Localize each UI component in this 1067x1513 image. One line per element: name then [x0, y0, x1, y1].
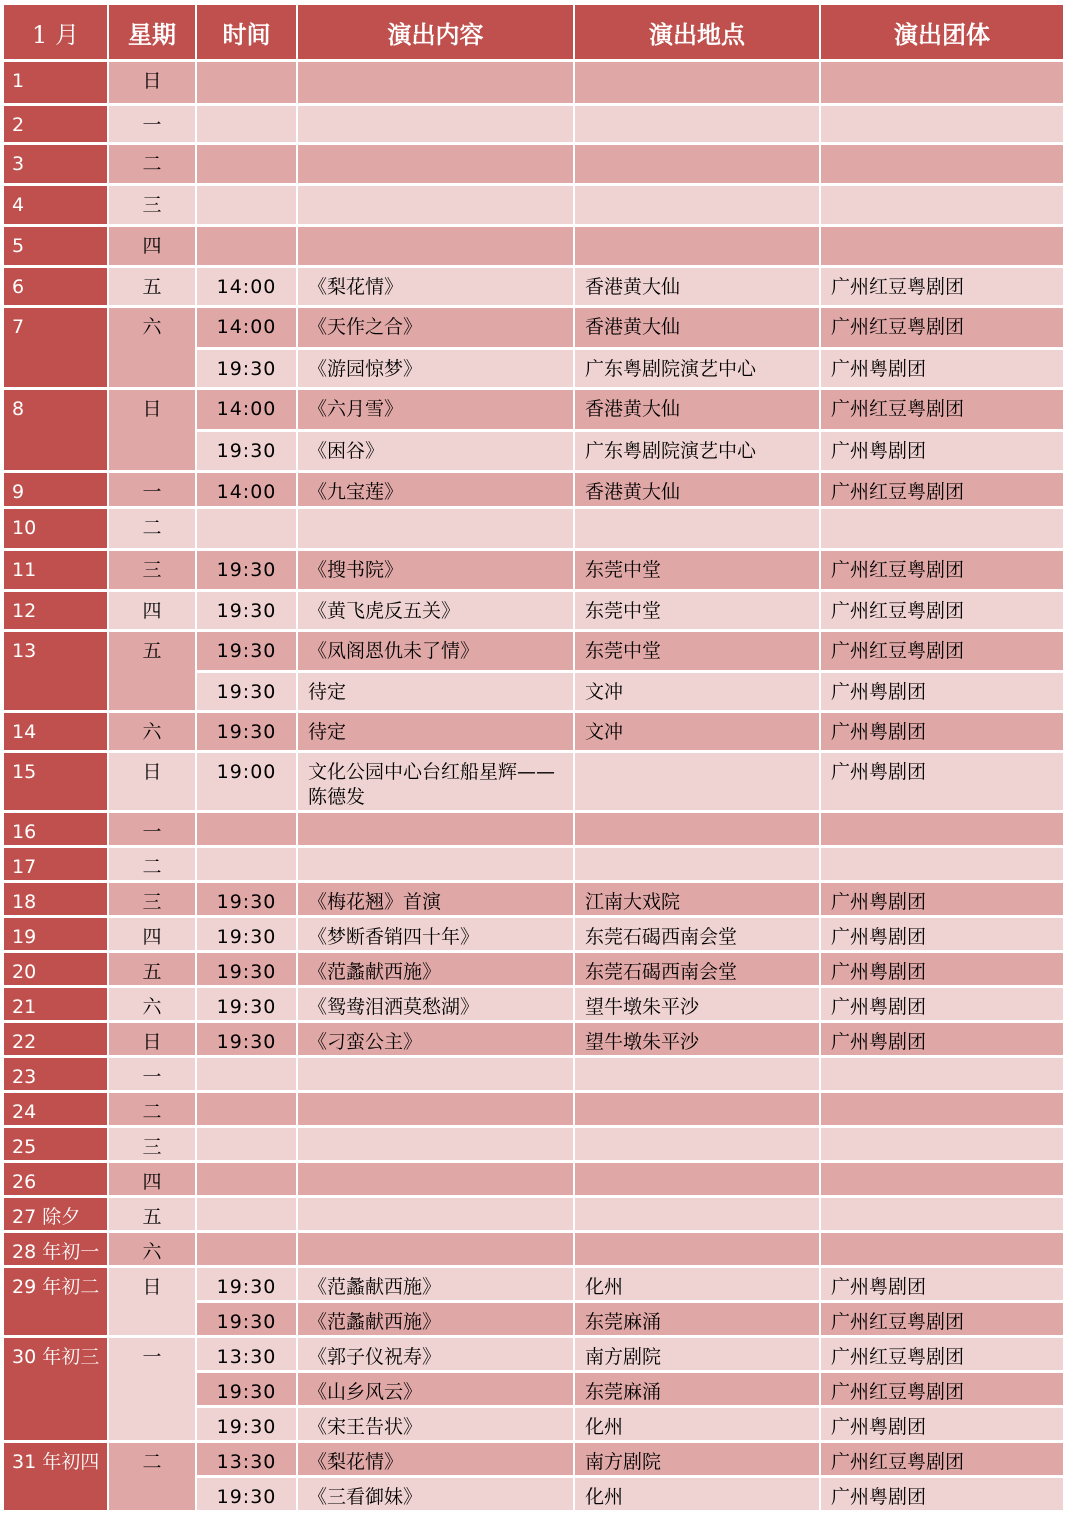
table-row — [4, 712, 1064, 752]
venue-cell: 化州 — [574, 1407, 820, 1442]
day-cell: 29 年初二 — [4, 1267, 108, 1337]
venue-cell — [574, 1232, 820, 1267]
content-cell — [297, 847, 574, 882]
content-cell — [297, 1127, 574, 1162]
day-cell: 18 — [4, 882, 108, 917]
table-header-row — [4, 5, 1064, 61]
time-cell: 19:30 — [196, 882, 297, 917]
day-cell: 22 — [4, 1022, 108, 1057]
day-cell: 16 — [4, 812, 108, 847]
time-cell: 14:00 — [196, 472, 297, 508]
day-cell: 28 年初一 — [4, 1232, 108, 1267]
venue-cell: 文冲 — [574, 712, 820, 752]
venue-cell — [574, 812, 820, 847]
content-cell: 文化公园中心台红船星辉——陈德发 — [297, 752, 574, 812]
time-cell — [196, 144, 297, 185]
weekday-cell: 日 — [108, 1022, 196, 1057]
content-cell: 待定 — [297, 672, 574, 712]
weekday-cell: 二 — [108, 847, 196, 882]
table-row — [4, 882, 1064, 917]
weekday-cell: 日 — [108, 752, 196, 812]
weekday-cell: 二 — [108, 1442, 196, 1512]
time-cell: 19:30 — [196, 952, 297, 987]
venue-cell: 香港黄大仙 — [574, 267, 820, 307]
content-cell: 《刁蛮公主》 — [297, 1022, 574, 1057]
content-cell: 《搜书院》 — [297, 550, 574, 591]
weekday-cell: 二 — [108, 1092, 196, 1127]
venue-cell: 东莞中堂 — [574, 631, 820, 672]
venue-cell: 文冲 — [574, 672, 820, 712]
venue-cell: 江南大戏院 — [574, 882, 820, 917]
table-row — [4, 550, 1064, 591]
weekday-cell: 二 — [108, 508, 196, 550]
time-cell — [196, 1162, 297, 1197]
time-cell: 19:30 — [196, 1267, 297, 1302]
content-cell: 《宋王告状》 — [297, 1407, 574, 1442]
day-cell: 15 — [4, 752, 108, 812]
content-cell: 《范蠡献西施》 — [297, 1302, 574, 1337]
table-row — [4, 812, 1064, 847]
weekday-cell: 日 — [108, 61, 196, 105]
weekday-cell: 六 — [108, 1232, 196, 1267]
day-cell: 14 — [4, 712, 108, 752]
weekday-cell: 一 — [108, 105, 196, 144]
time-cell — [196, 105, 297, 144]
content-cell — [297, 1092, 574, 1127]
day-cell: 2 — [4, 105, 108, 144]
content-cell: 《九宝莲》 — [297, 472, 574, 508]
troupe-cell — [820, 144, 1064, 185]
table-row — [4, 1337, 1064, 1372]
troupe-cell: 广州红豆粤剧团 — [820, 472, 1064, 508]
table-row — [4, 1127, 1064, 1162]
table-row — [4, 847, 1064, 882]
content-cell: 《天作之合》 — [297, 307, 574, 349]
time-cell: 19:30 — [196, 1022, 297, 1057]
venue-cell: 东莞麻涌 — [574, 1372, 820, 1407]
table-row — [4, 1162, 1064, 1197]
time-cell — [196, 1197, 297, 1232]
content-cell: 《梨花情》 — [297, 1442, 574, 1477]
header-time: 时间 — [196, 5, 297, 61]
time-cell: 19:30 — [196, 672, 297, 712]
weekday-cell: 五 — [108, 267, 196, 307]
troupe-cell — [820, 847, 1064, 882]
troupe-cell: 广州红豆粤剧团 — [820, 591, 1064, 631]
table-row — [4, 631, 1064, 672]
day-cell: 25 — [4, 1127, 108, 1162]
content-cell: 《梨花情》 — [297, 267, 574, 307]
time-cell — [196, 847, 297, 882]
time-cell — [196, 1092, 297, 1127]
venue-cell — [574, 1127, 820, 1162]
venue-cell: 东莞石碣西南会堂 — [574, 917, 820, 952]
troupe-cell: 广州红豆粤剧团 — [820, 1372, 1064, 1407]
table-row — [4, 267, 1064, 307]
time-cell: 19:30 — [196, 1302, 297, 1337]
venue-cell — [574, 1162, 820, 1197]
venue-cell: 香港黄大仙 — [574, 472, 820, 508]
venue-cell: 东莞石碣西南会堂 — [574, 952, 820, 987]
weekday-cell: 五 — [108, 631, 196, 712]
weekday-cell: 一 — [108, 472, 196, 508]
venue-cell — [574, 508, 820, 550]
troupe-cell — [820, 105, 1064, 144]
day-cell: 30 年初三 — [4, 1337, 108, 1442]
weekday-cell: 日 — [108, 389, 196, 472]
time-cell — [196, 61, 297, 105]
day-cell: 31 年初四 — [4, 1442, 108, 1512]
troupe-cell: 广州粤剧团 — [820, 1407, 1064, 1442]
troupe-cell — [820, 1092, 1064, 1127]
table-row — [4, 472, 1064, 508]
troupe-cell: 广州粤剧团 — [820, 882, 1064, 917]
troupe-cell: 广州红豆粤剧团 — [820, 1302, 1064, 1337]
table-row — [4, 307, 1064, 349]
troupe-cell: 广州粤剧团 — [820, 1477, 1064, 1512]
weekday-cell: 四 — [108, 1162, 196, 1197]
content-cell: 《梅花翘》首演 — [297, 882, 574, 917]
content-cell — [297, 812, 574, 847]
content-cell: 《六月雪》 — [297, 389, 574, 431]
troupe-cell: 广州粤剧团 — [820, 917, 1064, 952]
venue-cell: 望牛墩朱平沙 — [574, 1022, 820, 1057]
content-cell: 《范蠡献西施》 — [297, 952, 574, 987]
content-cell: 《黄飞虎反五关》 — [297, 591, 574, 631]
troupe-cell: 广州粤剧团 — [820, 712, 1064, 752]
content-cell: 《梦断香销四十年》 — [297, 917, 574, 952]
venue-cell: 南方剧院 — [574, 1442, 820, 1477]
table-row — [4, 61, 1064, 105]
content-cell — [297, 105, 574, 144]
table-row — [4, 1442, 1064, 1477]
time-cell — [196, 185, 297, 226]
troupe-cell: 广州粤剧团 — [820, 752, 1064, 812]
table-row — [4, 591, 1064, 631]
time-cell: 19:30 — [196, 349, 297, 389]
day-cell: 1 — [4, 61, 108, 105]
troupe-cell — [820, 812, 1064, 847]
table-row — [4, 752, 1064, 812]
day-cell: 3 — [4, 144, 108, 185]
weekday-cell: 四 — [108, 226, 196, 267]
time-cell: 14:00 — [196, 307, 297, 349]
weekday-cell: 五 — [108, 1197, 196, 1232]
time-cell — [196, 226, 297, 267]
content-cell — [297, 144, 574, 185]
time-cell — [196, 1057, 297, 1092]
troupe-cell: 广州红豆粤剧团 — [820, 550, 1064, 591]
header-content: 演出内容 — [297, 5, 574, 61]
venue-cell — [574, 847, 820, 882]
venue-cell: 化州 — [574, 1267, 820, 1302]
time-cell — [196, 508, 297, 550]
troupe-cell — [820, 1127, 1064, 1162]
troupe-cell — [820, 1057, 1064, 1092]
weekday-cell: 一 — [108, 1057, 196, 1092]
venue-cell — [574, 1057, 820, 1092]
table-row — [4, 952, 1064, 987]
troupe-cell — [820, 185, 1064, 226]
content-cell — [297, 508, 574, 550]
time-cell: 19:30 — [196, 1372, 297, 1407]
troupe-cell: 广州红豆粤剧团 — [820, 389, 1064, 431]
day-cell: 26 — [4, 1162, 108, 1197]
table-row — [4, 389, 1064, 431]
time-cell: 19:00 — [196, 752, 297, 812]
content-cell — [297, 1197, 574, 1232]
venue-cell: 东莞中堂 — [574, 550, 820, 591]
time-cell: 19:30 — [196, 917, 297, 952]
troupe-cell: 广州红豆粤剧团 — [820, 267, 1064, 307]
content-cell: 《凤阁恩仇未了情》 — [297, 631, 574, 672]
venue-cell: 广东粤剧院演艺中心 — [574, 431, 820, 472]
venue-cell — [574, 61, 820, 105]
day-cell: 19 — [4, 917, 108, 952]
venue-cell: 东莞中堂 — [574, 591, 820, 631]
content-cell: 待定 — [297, 712, 574, 752]
table-row — [4, 105, 1064, 144]
time-cell: 19:30 — [196, 550, 297, 591]
time-cell — [196, 1232, 297, 1267]
content-cell — [297, 226, 574, 267]
table-row — [4, 185, 1064, 226]
weekday-cell: 三 — [108, 550, 196, 591]
day-cell: 13 — [4, 631, 108, 712]
weekday-cell: 五 — [108, 952, 196, 987]
schedule-body — [4, 61, 1064, 1512]
weekday-cell: 日 — [108, 1267, 196, 1337]
weekday-cell: 六 — [108, 307, 196, 389]
venue-cell — [574, 185, 820, 226]
troupe-cell: 广州粤剧团 — [820, 1022, 1064, 1057]
venue-cell — [574, 1197, 820, 1232]
table-row — [4, 1197, 1064, 1232]
day-cell: 6 — [4, 267, 108, 307]
day-cell: 5 — [4, 226, 108, 267]
content-cell: 《郭子仪祝寿》 — [297, 1337, 574, 1372]
table-row — [4, 1022, 1064, 1057]
table-row — [4, 508, 1064, 550]
venue-cell: 香港黄大仙 — [574, 307, 820, 349]
venue-cell: 香港黄大仙 — [574, 389, 820, 431]
troupe-cell — [820, 1162, 1064, 1197]
performance-schedule-table — [4, 5, 1065, 1513]
troupe-cell: 广州粤剧团 — [820, 431, 1064, 472]
day-cell: 12 — [4, 591, 108, 631]
time-cell: 13:30 — [196, 1442, 297, 1477]
day-cell: 11 — [4, 550, 108, 591]
troupe-cell: 广州粤剧团 — [820, 952, 1064, 987]
venue-cell — [574, 105, 820, 144]
venue-cell: 广东粤剧院演艺中心 — [574, 349, 820, 389]
troupe-cell: 广州红豆粤剧团 — [820, 1442, 1064, 1477]
content-cell: 《鸳鸯泪洒莫愁湖》 — [297, 987, 574, 1022]
time-cell: 14:00 — [196, 389, 297, 431]
troupe-cell — [820, 508, 1064, 550]
header-venue: 演出地点 — [574, 5, 820, 61]
venue-cell: 南方剧院 — [574, 1337, 820, 1372]
header-weekday: 星期 — [108, 5, 196, 61]
table-row — [4, 1267, 1064, 1302]
time-cell: 19:30 — [196, 1477, 297, 1512]
time-cell: 19:30 — [196, 431, 297, 472]
venue-cell — [574, 752, 820, 812]
content-cell — [297, 1232, 574, 1267]
venue-cell — [574, 226, 820, 267]
header-troupe: 演出团体 — [820, 5, 1064, 61]
troupe-cell: 广州粤剧团 — [820, 349, 1064, 389]
table-row — [4, 1232, 1064, 1267]
day-cell: 24 — [4, 1092, 108, 1127]
weekday-cell: 三 — [108, 1127, 196, 1162]
weekday-cell: 四 — [108, 591, 196, 631]
weekday-cell: 三 — [108, 882, 196, 917]
content-cell: 《游园惊梦》 — [297, 349, 574, 389]
weekday-cell: 二 — [108, 144, 196, 185]
time-cell — [196, 1127, 297, 1162]
content-cell — [297, 61, 574, 105]
time-cell: 19:30 — [196, 987, 297, 1022]
troupe-cell: 广州红豆粤剧团 — [820, 307, 1064, 349]
troupe-cell — [820, 1197, 1064, 1232]
weekday-cell: 四 — [108, 917, 196, 952]
day-cell: 17 — [4, 847, 108, 882]
time-cell: 19:30 — [196, 712, 297, 752]
venue-cell: 东莞麻涌 — [574, 1302, 820, 1337]
day-cell: 27 除夕 — [4, 1197, 108, 1232]
day-cell: 4 — [4, 185, 108, 226]
troupe-cell — [820, 1232, 1064, 1267]
day-cell: 20 — [4, 952, 108, 987]
troupe-cell: 广州红豆粤剧团 — [820, 631, 1064, 672]
content-cell — [297, 1162, 574, 1197]
day-cell: 23 — [4, 1057, 108, 1092]
content-cell: 《困谷》 — [297, 431, 574, 472]
day-cell: 10 — [4, 508, 108, 550]
time-cell: 19:30 — [196, 1407, 297, 1442]
time-cell: 13:30 — [196, 1337, 297, 1372]
table-row — [4, 1092, 1064, 1127]
troupe-cell — [820, 226, 1064, 267]
content-cell: 《山乡风云》 — [297, 1372, 574, 1407]
content-cell — [297, 185, 574, 226]
table-row — [4, 917, 1064, 952]
troupe-cell: 广州粤剧团 — [820, 672, 1064, 712]
venue-cell — [574, 144, 820, 185]
table-row — [4, 144, 1064, 185]
table-row — [4, 987, 1064, 1022]
content-cell: 《范蠡献西施》 — [297, 1267, 574, 1302]
troupe-cell — [820, 61, 1064, 105]
venue-cell: 化州 — [574, 1477, 820, 1512]
day-cell: 8 — [4, 389, 108, 472]
troupe-cell: 广州粤剧团 — [820, 987, 1064, 1022]
header-month: 1 月 — [4, 5, 108, 61]
time-cell: 14:00 — [196, 267, 297, 307]
day-cell: 7 — [4, 307, 108, 389]
venue-cell: 望牛墩朱平沙 — [574, 987, 820, 1022]
table-row — [4, 226, 1064, 267]
time-cell: 19:30 — [196, 591, 297, 631]
weekday-cell: 一 — [108, 1337, 196, 1442]
weekday-cell: 一 — [108, 812, 196, 847]
content-cell: 《三看御妹》 — [297, 1477, 574, 1512]
day-cell: 21 — [4, 987, 108, 1022]
schedule-page — [4, 5, 1064, 1513]
weekday-cell: 六 — [108, 987, 196, 1022]
troupe-cell: 广州粤剧团 — [820, 1267, 1064, 1302]
table-row — [4, 1057, 1064, 1092]
time-cell — [196, 812, 297, 847]
content-cell — [297, 1057, 574, 1092]
weekday-cell: 三 — [108, 185, 196, 226]
day-cell: 9 — [4, 472, 108, 508]
troupe-cell: 广州红豆粤剧团 — [820, 1337, 1064, 1372]
time-cell: 19:30 — [196, 631, 297, 672]
venue-cell — [574, 1092, 820, 1127]
weekday-cell: 六 — [108, 712, 196, 752]
